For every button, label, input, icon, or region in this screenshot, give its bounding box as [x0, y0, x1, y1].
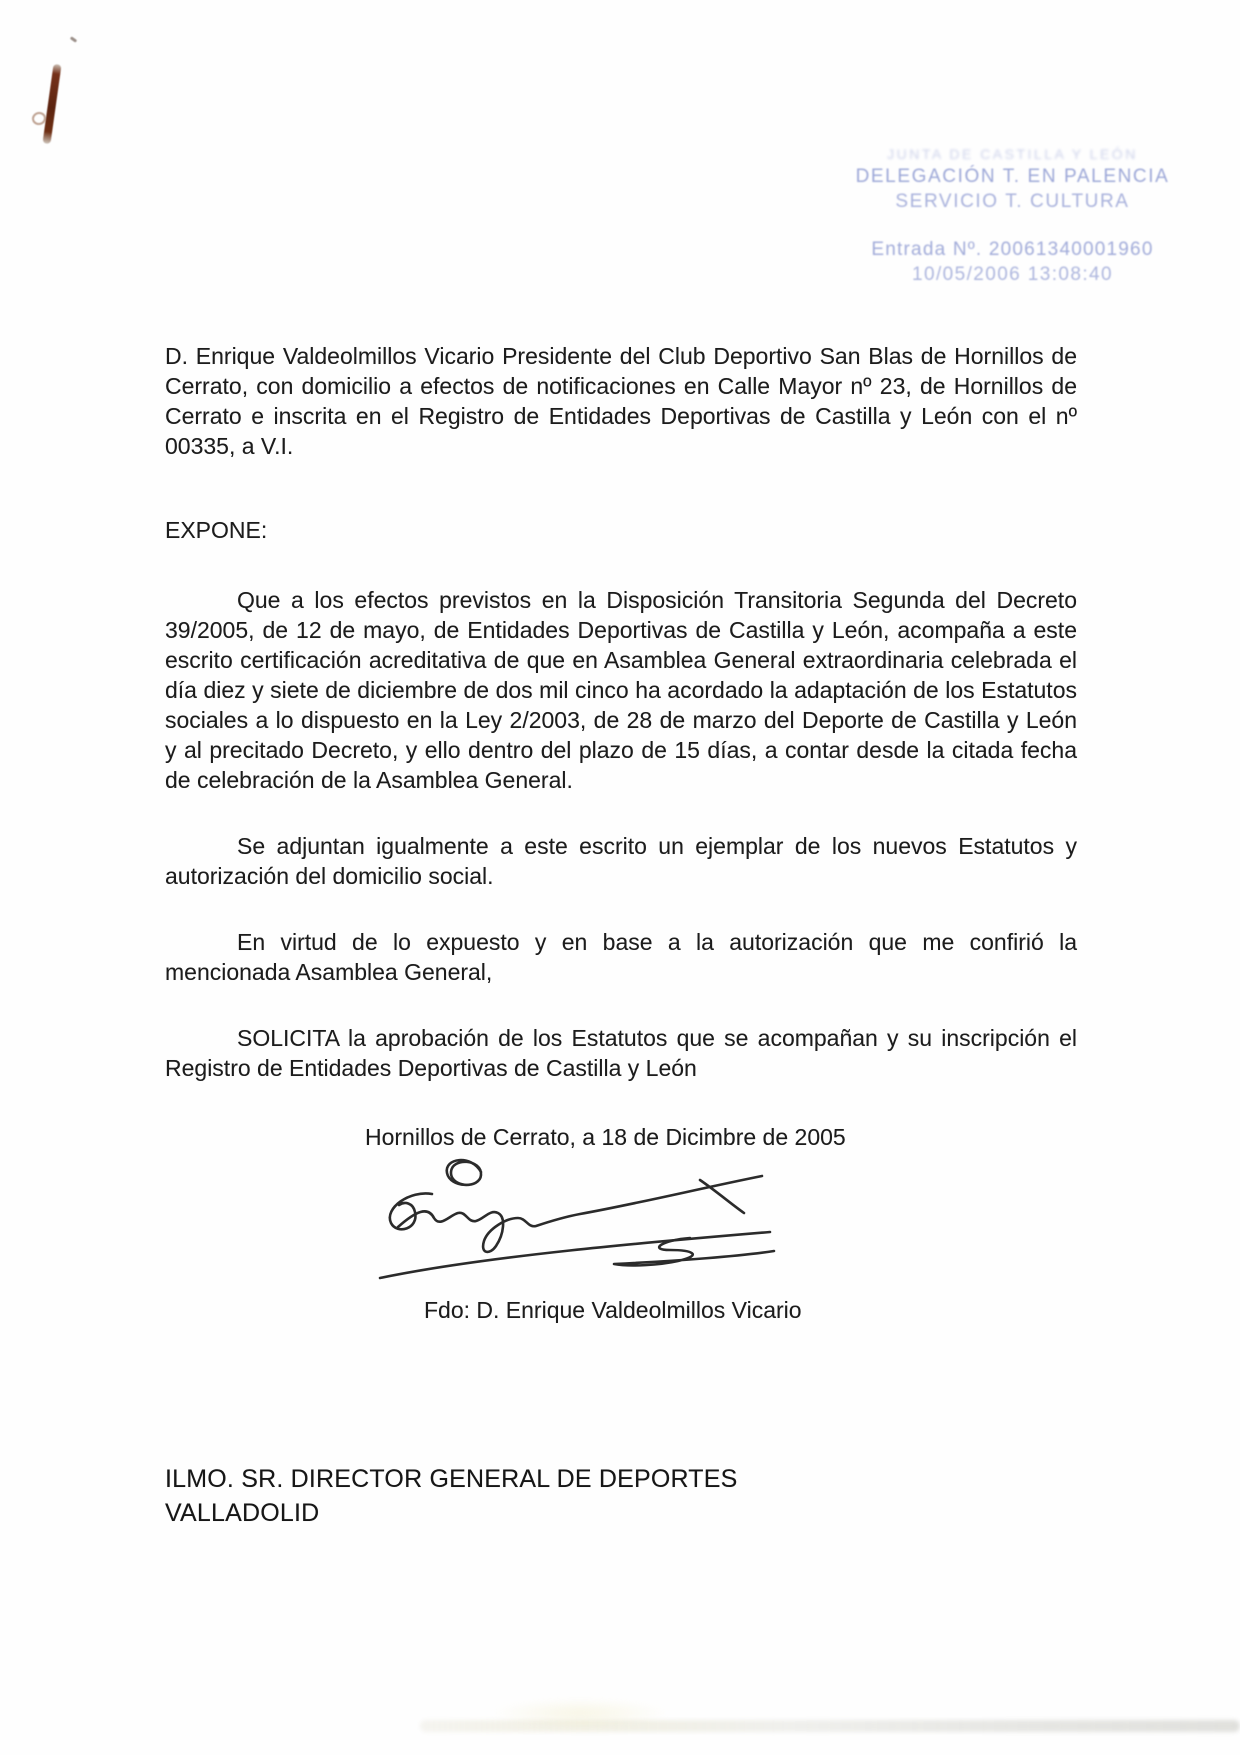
addressee-block [165, 1462, 738, 1530]
rust-speck [70, 36, 77, 42]
stamp-service-line: SERVICIO T. CULTURA [895, 191, 1130, 212]
scan-artifact-band [420, 1720, 1240, 1732]
signature-caption: Fdo: D. Enrique Valdeolmillos Vicario [424, 1297, 802, 1323]
stamp-org-line: JUNTA DE CASTILLA Y LEÓN [887, 146, 1138, 162]
opening-paragraph: D. Enrique Valdeolmillos Vicario Presidente del Club Deportivo San Blas de Hornillos de Cerrato, con domicilio a efectos de notificaciones en Calle Mayor nº 23, de Hornillos de Cerrato e inscrita en el Registro de Entidades Deportivas de Castilla y León con el nº 00335, a V.I. [165, 343, 1077, 459]
expone-heading: EXPONE: [165, 517, 268, 543]
body-paragraph-2: Se adjuntan igualmente a este escrito un ejemplar de los nuevos Estatutos y autorización del domicilio social. [165, 833, 1077, 889]
addressee-line-2: VALLADOLID [165, 1499, 320, 1527]
stamp-delegation-line: DELEGACIÓN T. EN PALENCIA [855, 166, 1170, 187]
handwritten-signature [368, 1148, 800, 1286]
rust-staple-mark [30, 50, 100, 160]
body-paragraph-4: SOLICITA la aprobación de los Estatutos que se acompañan y su inscripción el Registro de Entidades Deportivas de Castilla y León [165, 1025, 1077, 1081]
rust-bar [42, 64, 61, 144]
body-paragraph-1: Que a los efectos previstos en la Disposición Transitoria Segunda del Decreto 39/2005, de 12 de mayo, de Entidades Deportivas de Castilla y León, acompaña a este escrito certificación acreditativa de que en Asamblea General extraordinaria celebrada el día diez y siete de diciembre de dos mil cinco ha acordado la adaptación de los Estatutos sociales a lo dispuesto en la Ley 2/2003, de 28 de marzo del Deporte de Castilla y León y al precitado Decreto, y ello dentro del plazo de 15 días, a contar desde la citada fecha de celebración de la Asamblea General. [165, 587, 1077, 793]
place-date-line: Hornillos de Cerrato, a 18 de Dicimbre de 2005 [365, 1124, 846, 1150]
stamp-datetime: 10/05/2006 13:08:40 [912, 264, 1113, 285]
body-paragraph-3: En virtud de lo expuesto y en base a la autorización que me confirió la mencionada Asamblea General, [165, 929, 1077, 985]
stamp-entry-number: Entrada Nº. 20061340001960 [871, 239, 1154, 260]
letter-body [165, 341, 1077, 1083]
registry-entry-stamp [845, 146, 1180, 286]
addressee-line-1: ILMO. SR. DIRECTOR GENERAL DE DEPORTES [165, 1465, 738, 1493]
